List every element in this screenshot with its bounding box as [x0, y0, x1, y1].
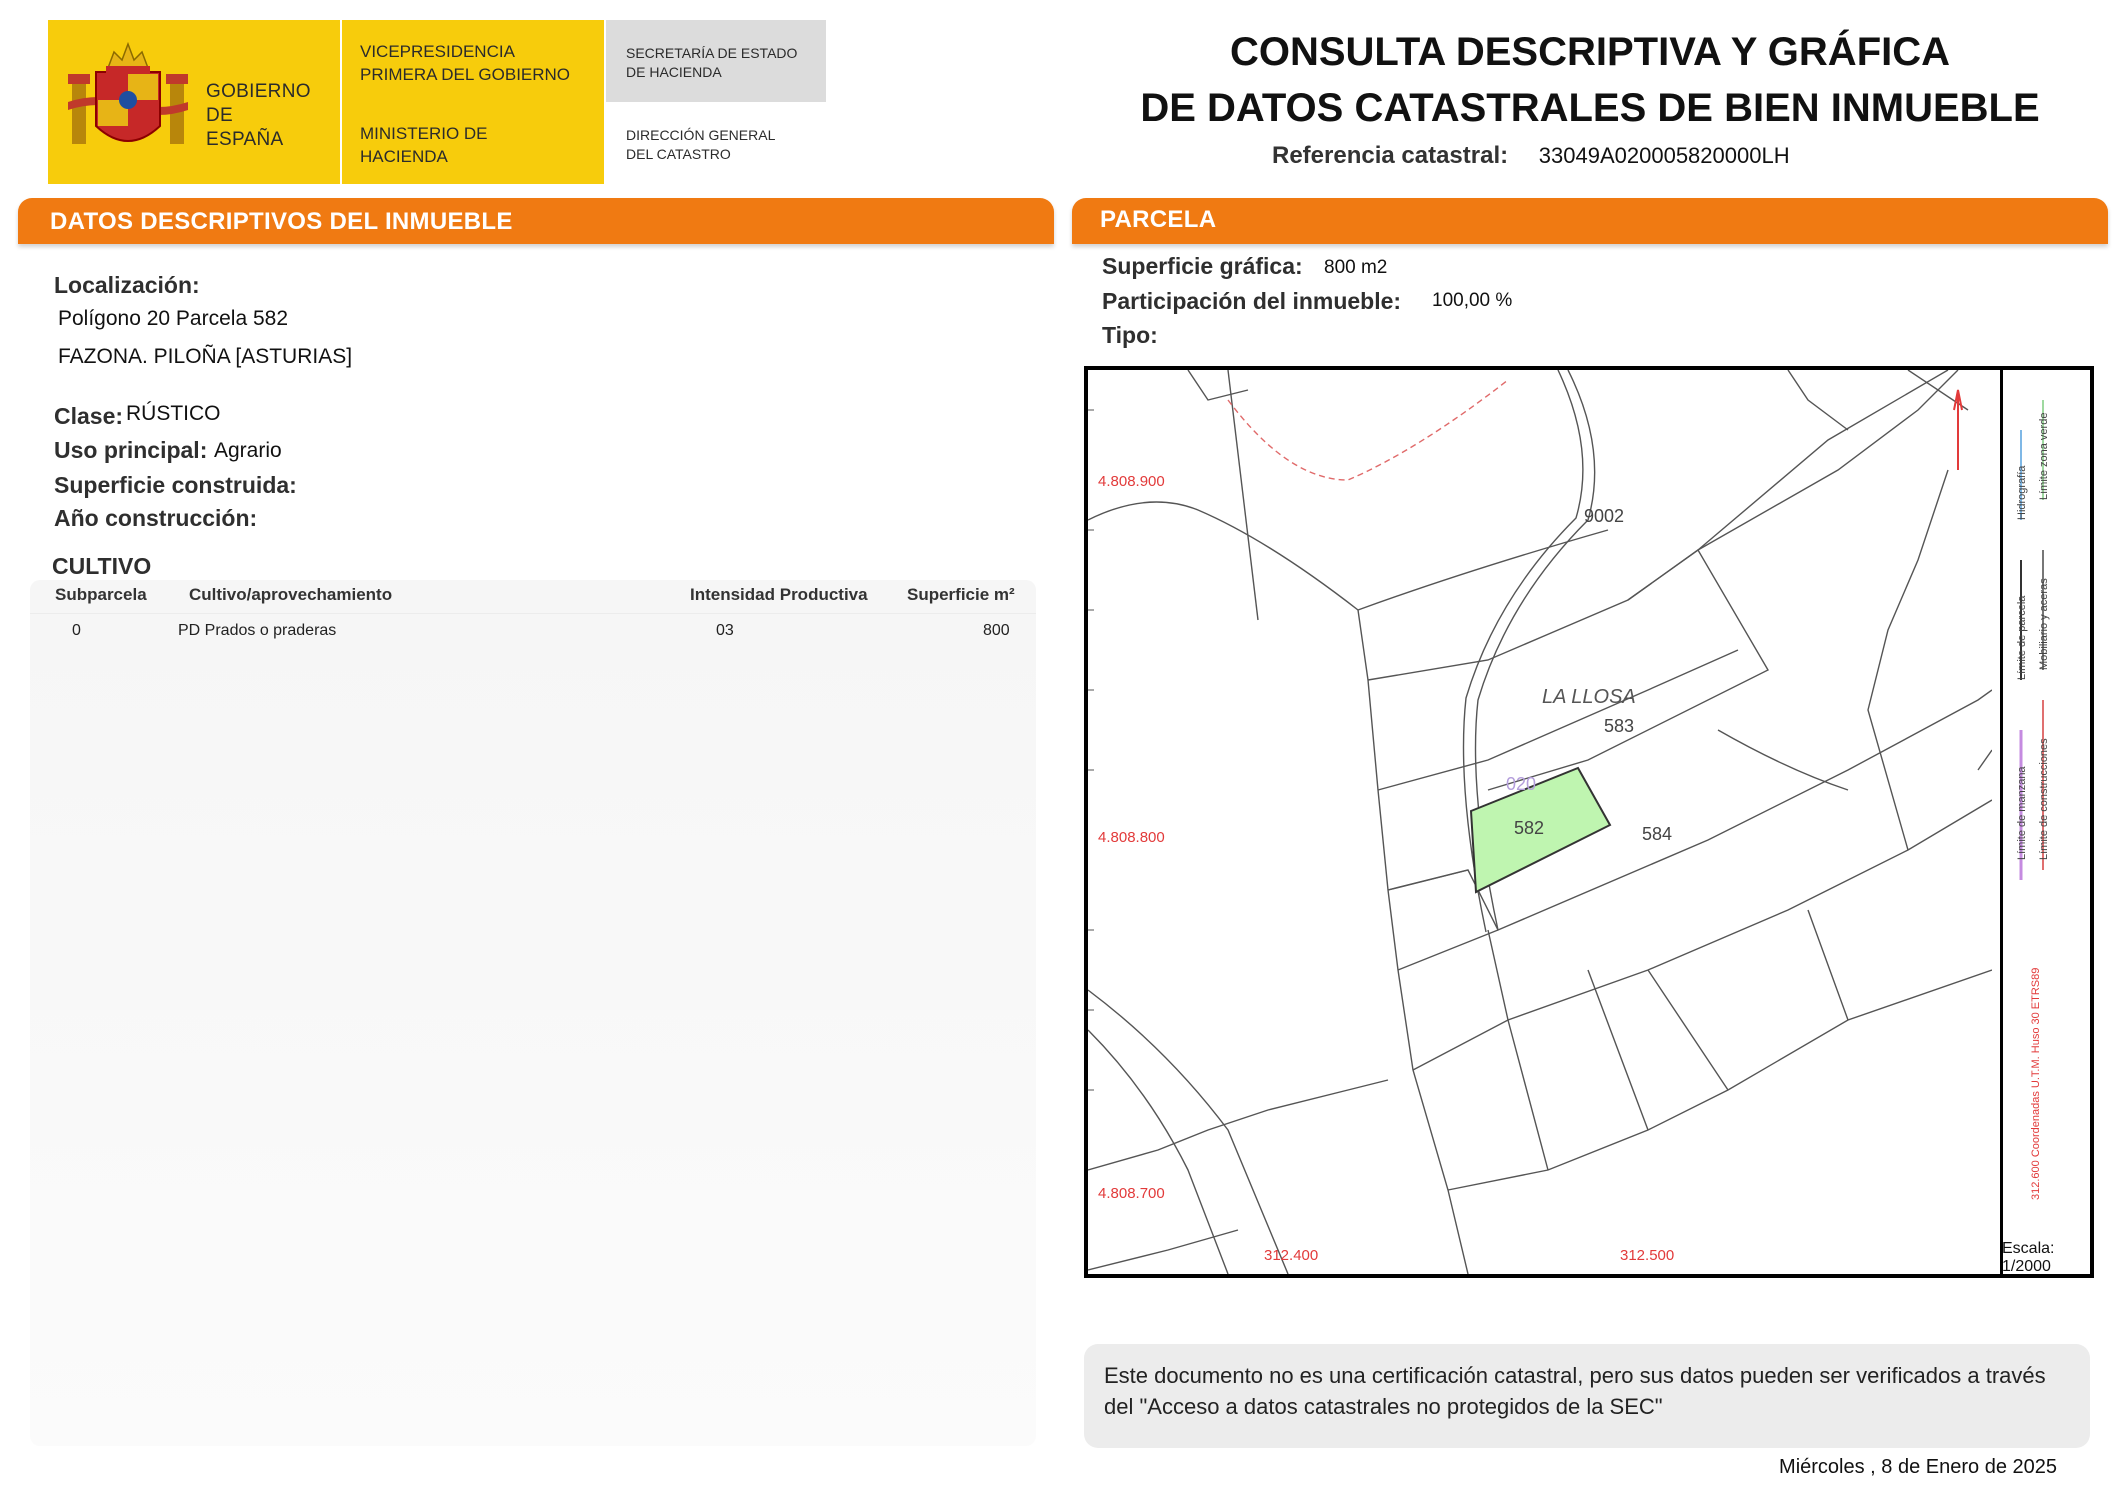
ministerio-text: MINISTERIO DE HACIENDA — [360, 124, 488, 166]
left-axis-ticks — [1088, 410, 1094, 1090]
coord-x-2: 312.500 — [1620, 1247, 1675, 1264]
coat-of-arms-icon — [68, 38, 188, 160]
escala — [2002, 1240, 2054, 1276]
datos-descriptivos-title: DATOS DESCRIPTIVOS DEL INMUEBLE — [50, 208, 513, 235]
uso-principal-value: Agrario — [214, 439, 282, 462]
col-header-intensidad: Intensidad Productiva — [690, 585, 868, 604]
verification-notice — [1084, 1344, 2090, 1448]
parcela-title: PARCELA — [1100, 206, 1217, 233]
referencia-catastral — [1272, 142, 1790, 170]
superficie-grafica-label: Superficie gráfica: — [1102, 253, 1303, 279]
clase-value: RÚSTICO — [126, 402, 221, 425]
utm-note: 312.600 Coordenadas U.T.M. Huso 30 ETRS89 — [2030, 967, 2042, 1200]
title-line-1: CONSULTA DESCRIPTIVA Y GRÁFICA — [1229, 30, 1951, 74]
datos-descriptivos-bar — [18, 198, 1054, 244]
cultivo-title: CULTIVO — [52, 553, 152, 579]
cell-subparcela: 0 — [72, 622, 81, 639]
legend-hidrografia: Hidrografía — [2016, 465, 2028, 520]
anio-construccion-label: Año construcción: — [54, 505, 258, 531]
secretaria-text: SECRETARÍA DE ESTADO DE HACIENDA — [626, 45, 798, 80]
legend-mobiliario: Mobiliario y aceras — [2038, 578, 2050, 670]
legend-limite-parcela: Límite de parcela — [2016, 595, 2028, 680]
cadastral-map — [1084, 366, 2094, 1278]
col-header-superficie: Superficie m² — [907, 585, 1015, 604]
localizacion-label: Localización: — [54, 272, 200, 298]
coord-y-2: 4.808.800 — [1098, 829, 1165, 846]
legend-drawing — [2003, 370, 2093, 1230]
map-legend — [2000, 370, 2090, 1274]
coord-y-3: 4.808.700 — [1098, 1185, 1165, 1202]
document-title — [1060, 24, 2120, 136]
direccion-general-text: DIRECCIÓN GENERAL DEL CATASTRO — [626, 127, 775, 162]
participacion-value: 100,00 % — [1432, 290, 1513, 311]
clase-label: Clase: — [54, 403, 124, 429]
legend-zona-verde: Límite zona verde — [2038, 412, 2050, 500]
col-header-cultivo: Cultivo/aprovechamiento — [189, 585, 393, 604]
escala-label: Escala: — [2002, 1240, 2055, 1257]
parcel-number-9002: 9002 — [1584, 506, 1625, 526]
parcel-number-582: 582 — [1514, 818, 1545, 838]
superficie-construida-label: Superficie construida: — [54, 472, 297, 498]
legend-limite-construcciones: Límite de construcciones — [2038, 738, 2050, 860]
cell-superficie: 800 — [983, 622, 1010, 639]
localizacion-line-1: Polígono 20 Parcela 582 — [58, 307, 289, 330]
cell-cultivo: PD Prados o praderas — [178, 622, 337, 639]
localizacion-line-2: FAZONA. PILOÑA [ASTURIAS] — [58, 345, 353, 368]
table-divider — [30, 613, 1036, 614]
legend-limite-manzana: Límite de manzana — [2016, 766, 2028, 860]
tipo-label: Tipo: — [1102, 322, 1158, 348]
map-drawing — [1088, 370, 1992, 1274]
parcel-number-584: 584 — [1642, 824, 1673, 844]
vicepresidencia-text: VICEPRESIDENCIA PRIMERA DEL GOBIERNO — [360, 42, 571, 84]
north-arrow-icon — [1954, 390, 1962, 470]
document-date: Miércoles , 8 de Enero de 2025 — [1779, 1456, 2057, 1478]
title-line-2: DE DATOS CATASTRALES DE BIEN INMUEBLE — [1140, 86, 2040, 130]
notice-text: Este documento no es una certificación catastral, pero sus datos pueden ser verificados a través del "Acceso a datos catastrales no protegidos de la SEC" — [1104, 1363, 2046, 1419]
ref-value: 33049A020005820000LH — [1538, 143, 1790, 168]
uso-principal-label: Uso principal: — [54, 437, 208, 463]
paraje-label: LA LLOSA — [1542, 686, 1636, 708]
poligono-number: 020 — [1506, 774, 1537, 794]
ref-label: Referencia catastral: — [1272, 142, 1509, 169]
escala-value: 1/2000 — [2002, 1258, 2051, 1275]
cultivo-table — [30, 580, 1036, 1446]
coord-x-1: 312.400 — [1264, 1247, 1319, 1264]
participacion-label: Participación del inmueble: — [1102, 288, 1402, 314]
superficie-grafica-value: 800 m2 — [1324, 257, 1388, 278]
gobierno-text: GOBIERNO DE ESPAÑA — [206, 81, 311, 150]
parcela-bar — [1072, 198, 2108, 244]
col-header-subparcela: Subparcela — [55, 585, 147, 604]
parcel-number-583: 583 — [1604, 716, 1635, 736]
coord-y-1: 4.808.900 — [1098, 473, 1165, 490]
cell-intensidad: 03 — [716, 622, 734, 639]
